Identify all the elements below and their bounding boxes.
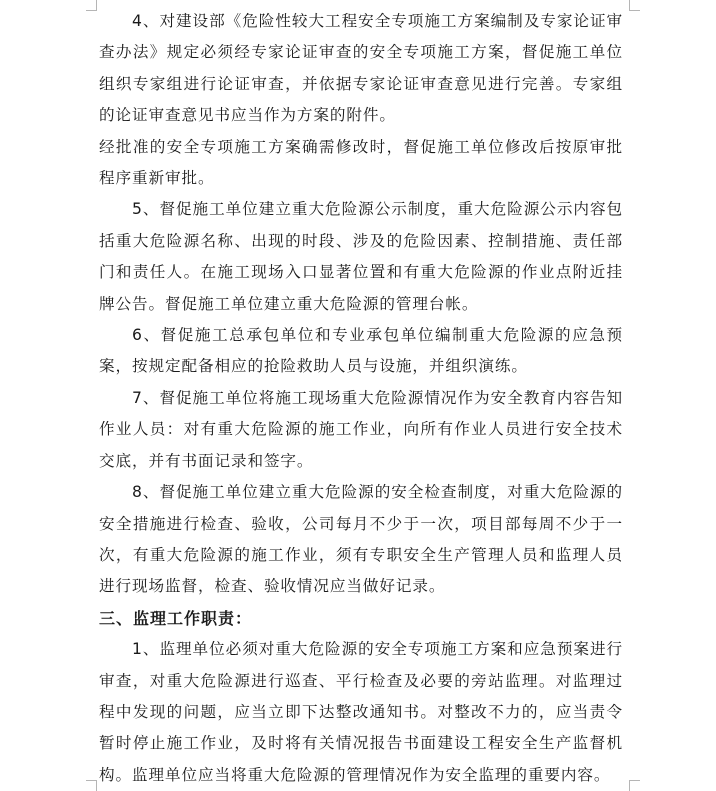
document-body bbox=[99, 6, 623, 791]
page-corner-mark-top-left bbox=[86, 0, 97, 11]
paragraph-section-item-1: 1、监理单位必须对重大危险源的安全专项施工方案和应急预案进行审查，对重大危险源进行巡查、平行检查及必要的旁站监理。对监理过程中发现的问题，应当立即下达整改通知书。对整改不力的，应当责令暂时停止施工作业，及时将有关情况报告书面建设工程安全生产监督机构。监理单位应当将重大危险源的管理情况作为安全监理的重要内容。 bbox=[99, 640, 623, 784]
paragraph-item-8: 8、督促施工单位建立重大危险源的安全检查制度，对重大危险源的安全措施进行检查、验收，公司每月不少于一次，项目部每周不少于一次，有重大危险源的施工作业，须有专职安全生产管理人员和监理人员进行现场监督，检查、验收情况应当做好记录。 bbox=[99, 483, 623, 596]
paragraph-item-6: 6、督促施工总承包单位和专业承包单位编制重大危险源的应急预案，按规定配备相应的抢险救助人员与设施，并组织演练。 bbox=[99, 326, 623, 376]
page-corner-mark-bottom-right bbox=[629, 780, 640, 791]
paragraph-revision-note: 经批准的安全专项施工方案确需修改时，督促施工单位修改后按原审批程序重新审批。 bbox=[99, 137, 623, 188]
page-corner-mark-top-right bbox=[629, 0, 640, 11]
section-heading: 三、监理工作职责： bbox=[99, 608, 253, 628]
paragraph-item-7: 7、督促施工单位将施工现场重大危险源情况作为安全教育内容告知作业人员：对有重大危险源的施工作业，向所有作业人员进行安全技术交底，并有书面记录和签字。 bbox=[99, 388, 623, 470]
paragraph-item-4: 4、对建设部《危险性较大工程安全专项施工方案编制及专家论证审查办法》规定必须经专家论证审查的安全专项施工方案，督促施工单位组织专家组进行论证审查，并依据专家论证审查意见进行完善。专家组的论证审查意见书应当作为方案的附件。 bbox=[99, 12, 623, 125]
page-corner-mark-bottom-left bbox=[86, 780, 97, 791]
paragraph-item-5: 5、督促施工单位建立重大危险源公示制度，重大危险源公示内容包括重大危险源名称、出现的时段、涉及的危险因素、控制措施、责任部门和责任人。在施工现场入口显著位置和有重大危险源的作业点附近挂牌公告。督促施工单位建立重大危险源的管理台帐。 bbox=[99, 200, 623, 313]
